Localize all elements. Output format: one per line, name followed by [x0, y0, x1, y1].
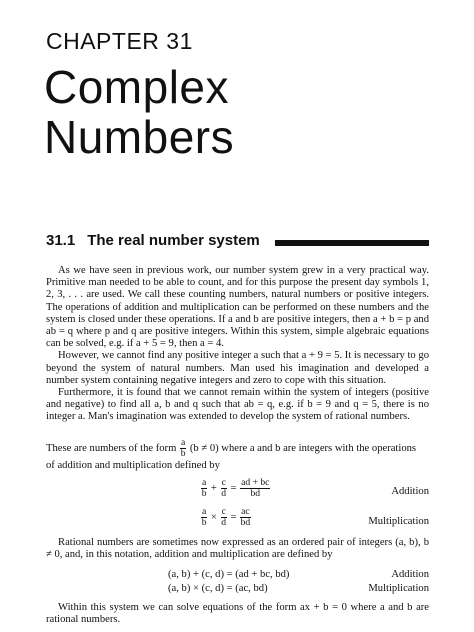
- chapter-title: [44, 62, 234, 162]
- pair-multiplication-formula: (a, b) × (c, d) = (ac, bd): [168, 583, 268, 594]
- addition-label: Addition: [391, 486, 429, 497]
- body-text-block-1: [46, 265, 429, 424]
- paragraph-2: However, we cannot find any positive integer a such that a + 9 = 5. It is necessary to go beyond the system of natural numbers. Man used his imagination and developed a number system containing negative integers and zero to cope with this situation.: [46, 350, 429, 386]
- body-text-block-3: [46, 602, 429, 626]
- pair-addition-formula: (a, b) + (c, d) = (ad + bc, bd): [168, 569, 290, 580]
- section-number: 31.1: [46, 232, 76, 249]
- fraction-multiplication-formula: $\frac{a}{b}$ × $\frac{c}{d}$ = $\frac{ac}{bd}$: [201, 506, 251, 528]
- rational-form-line: [46, 438, 416, 459]
- chapter-title-line-2: Numbers: [44, 111, 235, 163]
- rational-form-condition: (b ≠ 0) where a and b are integers with the operations: [189, 442, 417, 454]
- multiplication-label: Multiplication: [368, 516, 429, 527]
- fraction-addition-formula: $\frac{a}{b}$ + $\frac{c}{d}$ = $\frac{ad + bc}{bd}$: [201, 477, 270, 499]
- paragraph-6: Within this system we can solve equations of the form ax + b = 0 where a and b are rational numbers.: [46, 602, 429, 626]
- a-over-b-fraction: $\frac{a}{b}$: [180, 437, 186, 459]
- body-text-block-2: [46, 537, 429, 561]
- paragraph-1: As we have seen in previous work, our number system grew in a very practical way. Primitive man needed to be able to count, and for this purpose the present day symbols 1, 2, 3, . . . are used. We call these counting numbers, natural numbers or positive integers. The operations of addition and multiplication can be performed on these numbers and the system is closed under these operations. If a and b are positive integers, then a + b = p and ab = q where p and q are positive integers. Within this system, simple algebraic equations can be solved, e.g. if a + 5 = 9, then a = 4.: [46, 265, 429, 350]
- chapter-label: CHAPTER 31: [46, 28, 193, 54]
- paragraph-5: Rational numbers are sometimes now expressed as an ordered pair of integers (a, b), b ≠ 0, and, in this notation, addition and multiplication are defined by: [46, 537, 429, 561]
- chapter-title-line-1: Complex: [44, 61, 230, 113]
- section-title: The real number system: [87, 232, 260, 249]
- section-rule: [275, 240, 429, 246]
- rational-form-line-2: of addition and multiplication defined by: [46, 460, 220, 471]
- section-heading: [46, 232, 260, 249]
- pair-multiplication-label: Multiplication: [368, 583, 429, 594]
- paragraph-3: Furthermore, it is found that we cannot remain within the system of integers (positive and negative) to find all a, b and q such that ab = q, e.g. if b = 9 and q = 5, there is no integer a. Man's imagination was extended to develop the system of rational numbers.: [46, 387, 429, 423]
- pair-addition-label: Addition: [391, 569, 429, 580]
- rational-form-lead: These are numbers of the form: [46, 442, 177, 454]
